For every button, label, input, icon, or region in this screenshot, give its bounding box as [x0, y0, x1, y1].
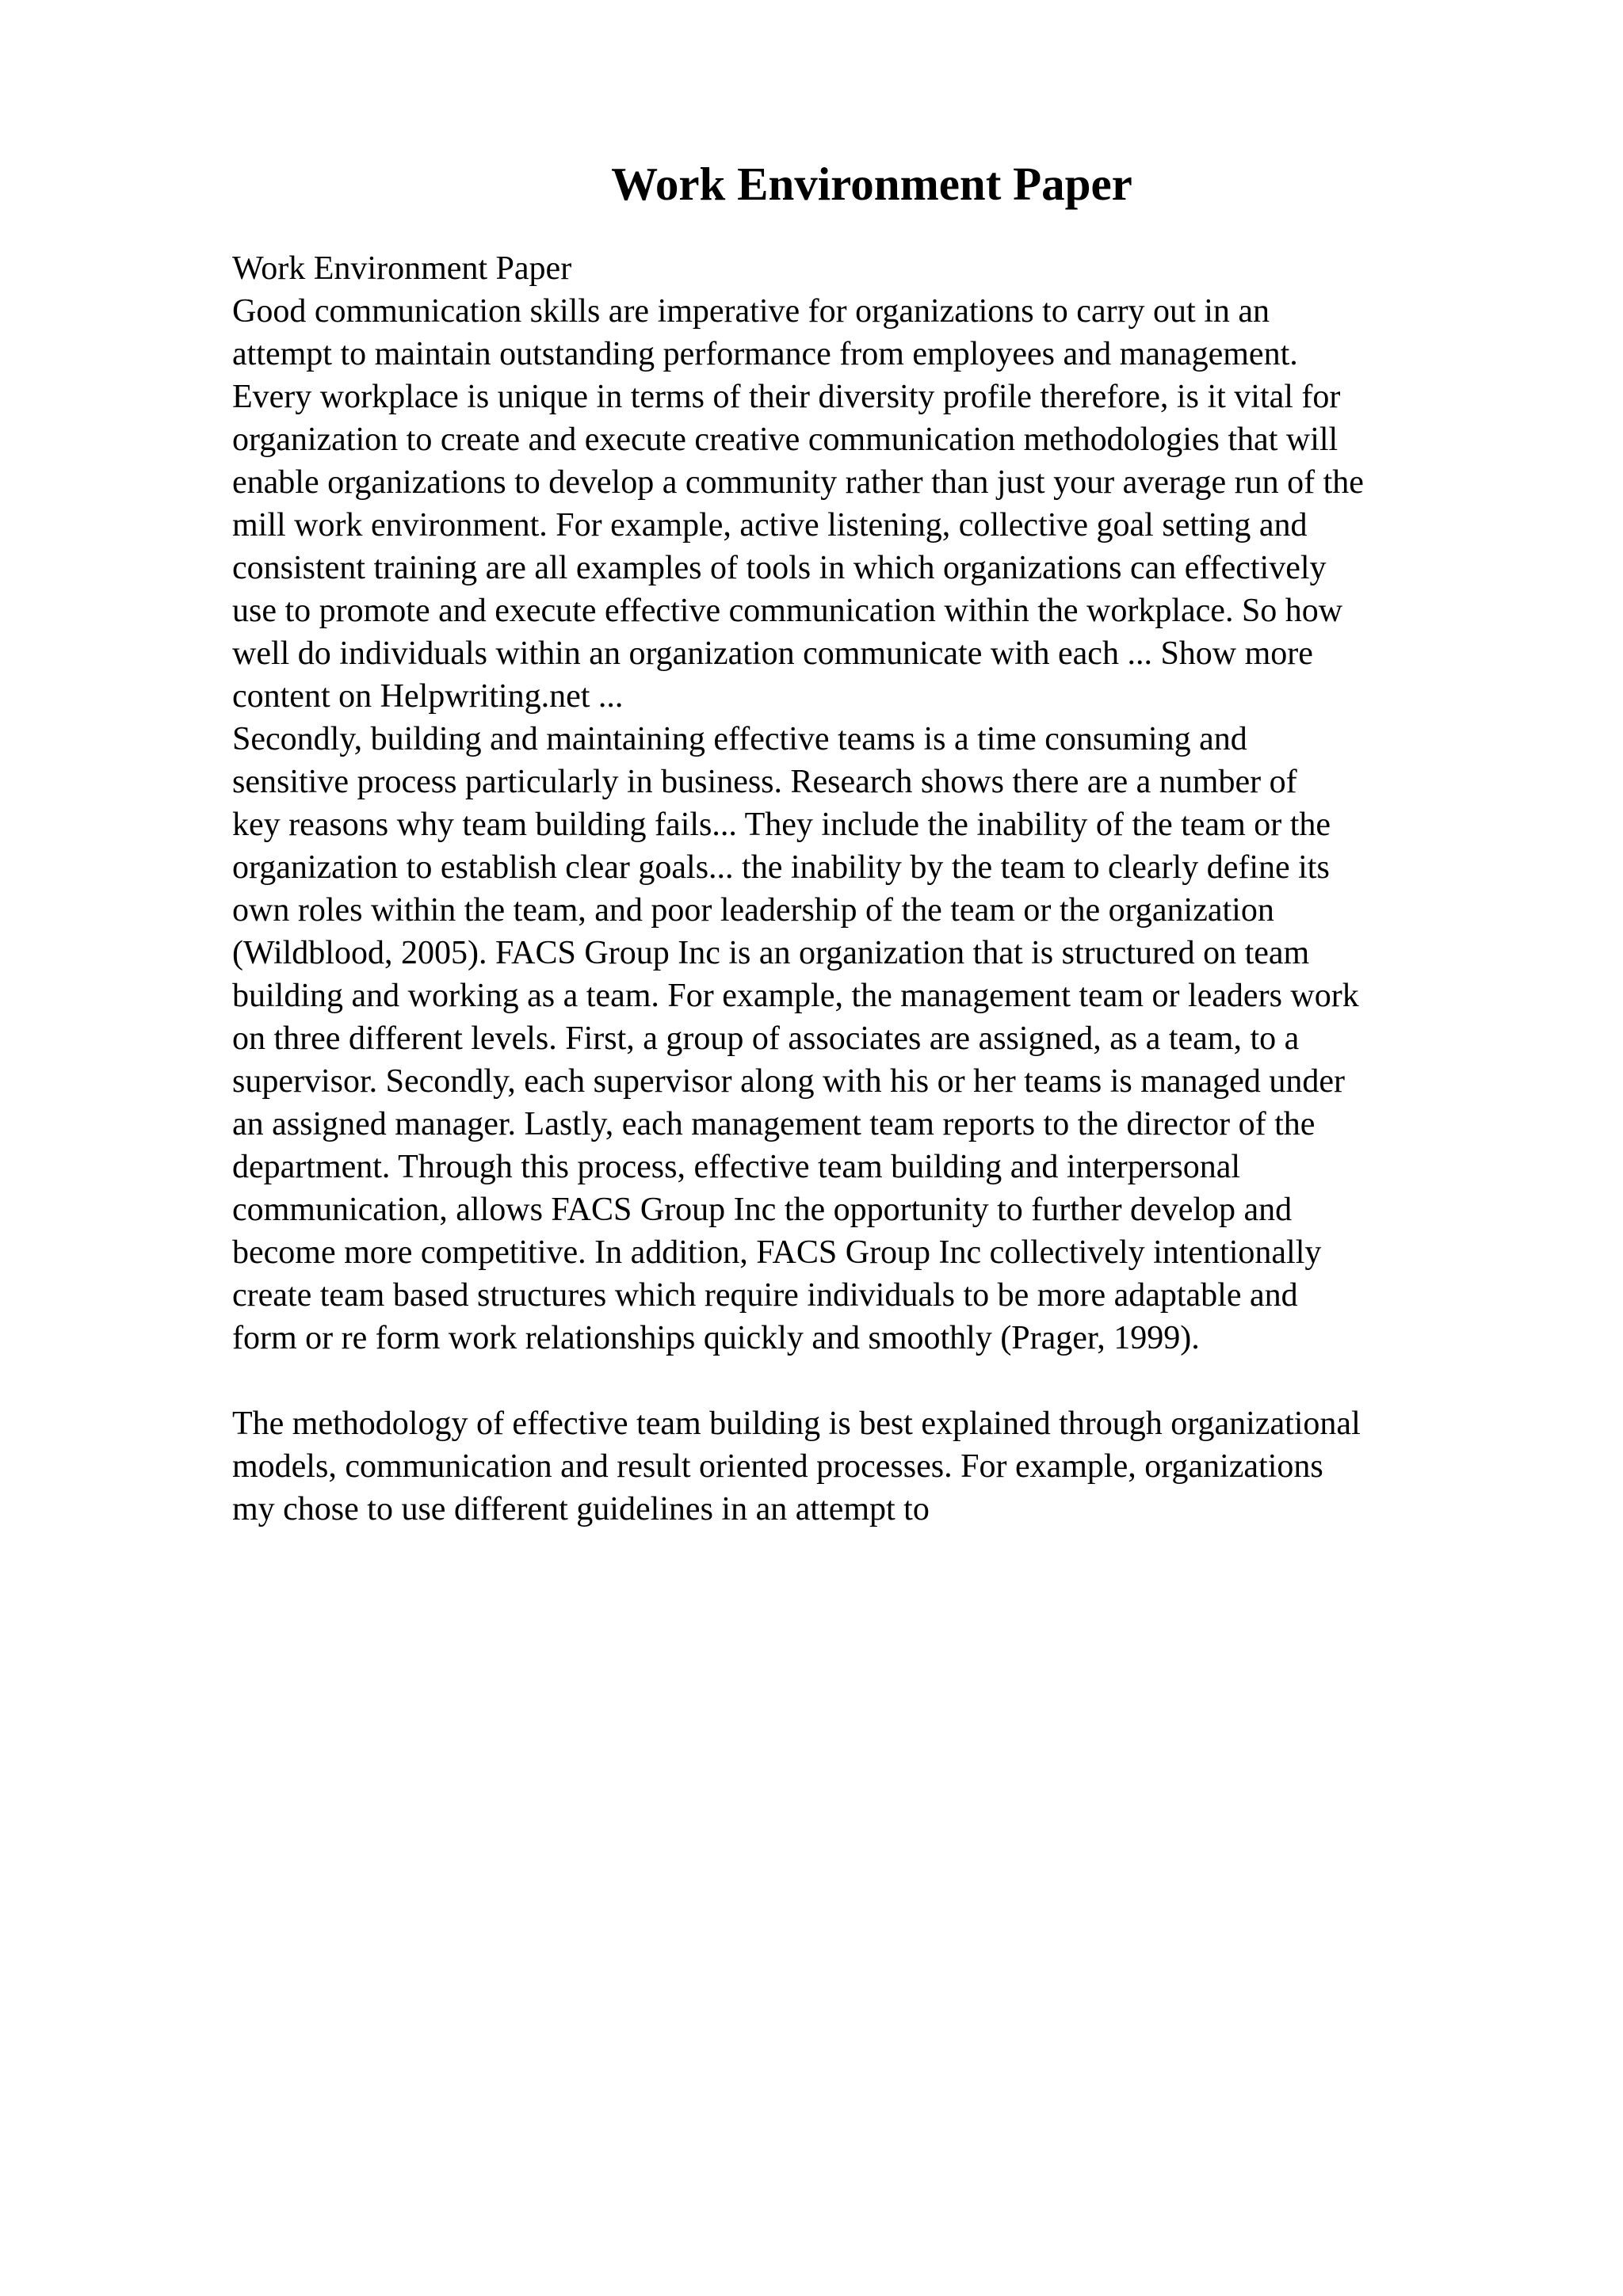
- text-line: create team based structures which require individuals to be more adaptable and: [232, 1277, 1298, 1314]
- text-line: department. Through this process, effective team building and interpersonal: [232, 1149, 1241, 1185]
- text-line: attempt to maintain outstanding performance from employees and management.: [232, 336, 1298, 372]
- text-line: supervisor. Secondly, each supervisor along with his or her teams is managed under: [232, 1063, 1345, 1100]
- text-line: mill work environment. For example, active listening, collective goal setting and: [232, 507, 1308, 543]
- text-line: Secondly, building and maintaining effective teams is a time consuming and: [232, 721, 1247, 757]
- text-line: become more competitive. In addition, FACS Group Inc collectively intentionally: [232, 1234, 1322, 1271]
- text-line: organization to establish clear goals... the inability by the team to clearly define its: [232, 849, 1330, 886]
- paragraph-3: [232, 1402, 1516, 1531]
- text-line: models, communication and result oriented processes. For example, organizations: [232, 1448, 1323, 1485]
- text-line: key reasons why team building fails... They include the inability of the team or the: [232, 807, 1331, 843]
- text-line: building and working as a team. For example, the management team or leaders work: [232, 978, 1359, 1014]
- text-line: enable organizations to develop a community rather than just your average run of the: [232, 464, 1364, 501]
- page-title: Work Environment Paper: [611, 158, 1132, 210]
- text-line: communication, allows FACS Group Inc the opportunity to further develop and: [232, 1192, 1293, 1228]
- document-subtitle: Work Environment Paper: [232, 250, 572, 287]
- document-body: [232, 247, 1516, 1531]
- text-line: on three different levels. First, a group of associates are assigned, as a team, to a: [232, 1020, 1300, 1057]
- text-line: sensitive process particularly in business. Research shows there are a number of: [232, 764, 1297, 800]
- text-line: form or re form work relationships quickly and smoothly (Prager, 1999).: [232, 1320, 1200, 1356]
- text-line: (Wildblood, 2005). FACS Group Inc is an organization that is structured on team: [232, 935, 1310, 971]
- text-line: consistent training are all examples of tools in which organizations can effectively: [232, 550, 1327, 586]
- text-line: use to promote and execute effective communication within the workplace. So how: [232, 593, 1343, 629]
- text-line: my chose to use different guidelines in an attempt to: [232, 1491, 930, 1527]
- paragraph-1: [232, 290, 1516, 718]
- text-line: well do individuals within an organization communicate with each ... Show more: [232, 635, 1313, 672]
- text-line: Every workplace is unique in terms of their diversity profile therefore, is it vital for: [232, 379, 1341, 415]
- text-line: organization to create and execute creative communication methodologies that will: [232, 421, 1338, 458]
- text-line: own roles within the team, and poor leadership of the team or the organization: [232, 892, 1274, 929]
- text-line: content on Helpwriting.net ...: [232, 678, 624, 715]
- text-line: The methodology of effective team building is best explained through organizational: [232, 1405, 1361, 1442]
- text-line: Good communication skills are imperative for organizations to carry out in an: [232, 293, 1270, 330]
- text-line: an assigned manager. Lastly, each management team reports to the director of the: [232, 1106, 1316, 1142]
- paragraph-spacer: [232, 1360, 1516, 1402]
- paragraph-2: [232, 718, 1516, 1360]
